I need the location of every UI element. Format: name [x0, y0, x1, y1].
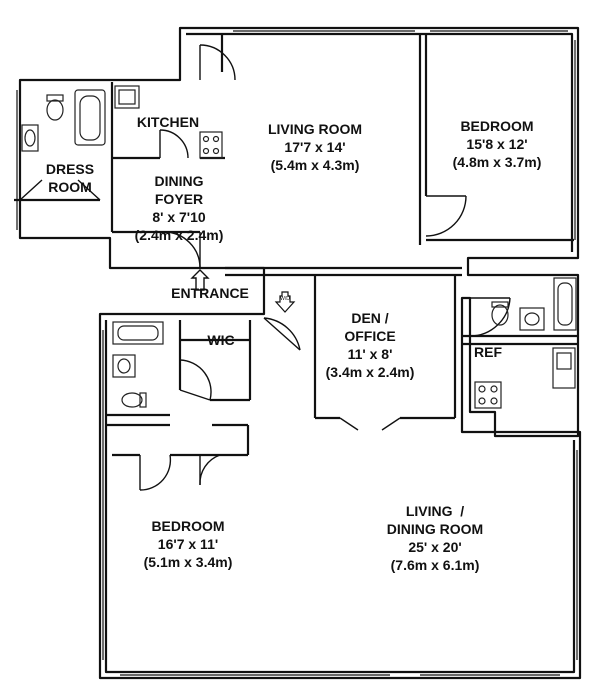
wic-label: [196, 331, 246, 349]
bedroom-top-metric: (4.8m x 3.7m): [452, 154, 542, 170]
dress-room-line2: ROOM: [48, 179, 92, 195]
ref-name: REF: [474, 344, 502, 360]
den-office-metric: (3.4m x 2.4m): [325, 364, 415, 380]
living-room-top-name: LIVING ROOM: [267, 121, 363, 137]
living-dining-line2: DINING ROOM: [386, 521, 484, 537]
dining-foyer-label: [120, 172, 238, 244]
den-office-imperial: 11' x 8': [347, 346, 393, 362]
dining-foyer-line2: FOYER: [154, 191, 204, 207]
entrance-name: ENTRANCE: [171, 285, 249, 301]
bedroom-bottom-metric: (5.1m x 3.4m): [143, 554, 233, 570]
living-dining-metric: (7.6m x 6.1m): [390, 557, 480, 573]
bedroom-top-imperial: 15'8 x 12': [466, 136, 528, 152]
kitchen-label: [128, 113, 208, 131]
washer-dryer-label: W/D: [280, 296, 290, 302]
dress-room-label: [30, 160, 110, 196]
den-office-line1: DEN /: [351, 310, 389, 326]
den-office-label: [315, 309, 425, 381]
ref-label: [474, 343, 514, 361]
den-office-line2: OFFICE: [344, 328, 396, 344]
living-dining-line1: LIVING /: [405, 503, 465, 519]
bedroom-top-label: [437, 117, 557, 171]
wic-name: WIC: [207, 332, 235, 348]
bedroom-top-name: BEDROOM: [460, 118, 534, 134]
bedroom-bottom-imperial: 16'7 x 11': [157, 536, 219, 552]
entrance-label: [168, 284, 252, 302]
dining-foyer-metric: (2.4m x 2.4m): [134, 227, 224, 243]
living-room-top-imperial: 17'7 x 14': [284, 139, 346, 155]
washer-dryer-icon: [276, 292, 294, 312]
dining-foyer-imperial: 8' x 7'10: [152, 209, 206, 225]
living-room-top-label: [255, 120, 375, 174]
living-dining-label: [370, 502, 500, 574]
bedroom-bottom-label: [128, 517, 248, 571]
kitchen-name: KITCHEN: [136, 114, 200, 130]
living-dining-imperial: 25' x 20': [408, 539, 462, 555]
living-room-top-metric: (5.4m x 4.3m): [270, 157, 360, 173]
dining-foyer-line1: DINING: [154, 173, 204, 189]
dress-room-line1: DRESS: [45, 161, 95, 177]
bedroom-bottom-name: BEDROOM: [151, 518, 225, 534]
